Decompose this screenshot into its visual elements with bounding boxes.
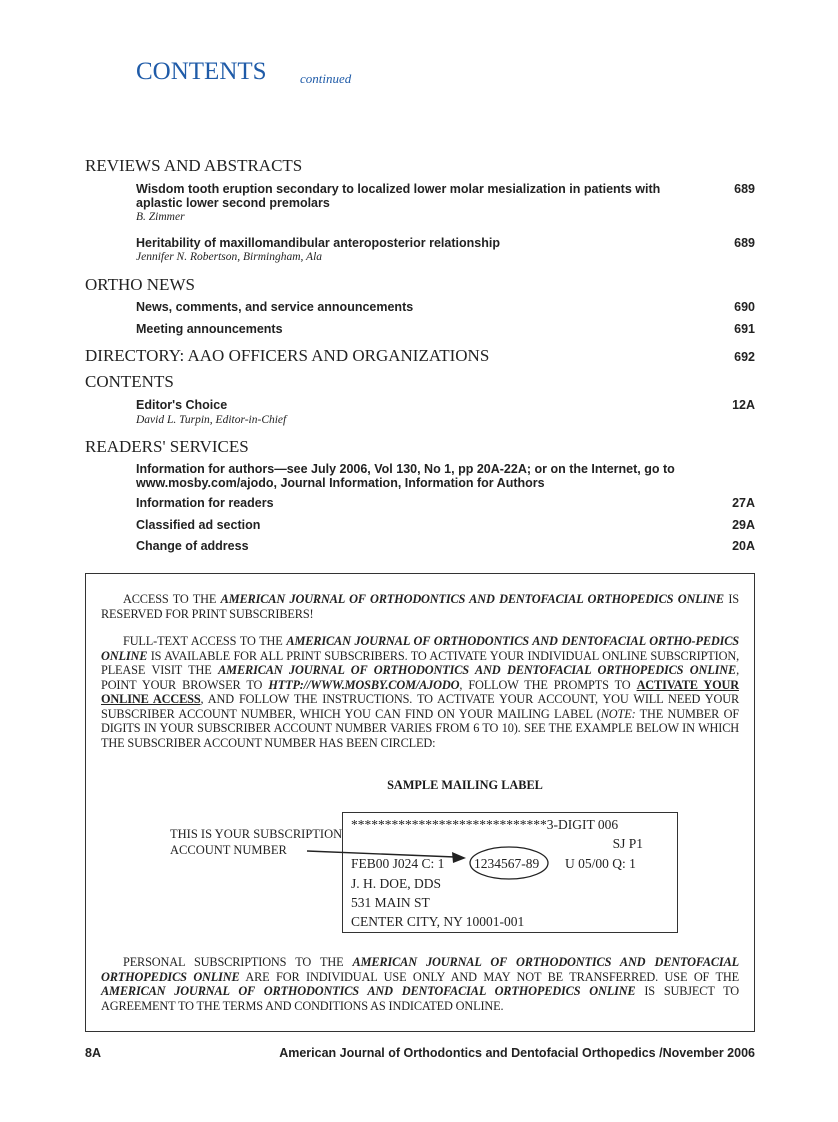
toc-entry-author: David L. Turpin, Editor-in-Chief xyxy=(136,414,287,426)
toc-entry-page: 691 xyxy=(734,322,755,336)
journal-url-link[interactable]: HTTP://WWW.MOSBY.COM/AJODO xyxy=(268,677,460,692)
toc-entry-page: 689 xyxy=(734,182,755,196)
notice-paragraph-3 xyxy=(101,955,739,1013)
text: IS RESERVED FOR PRINT SUBSCRIBERS! xyxy=(101,592,739,621)
label-line-1: *****************************3-DIGIT 006 xyxy=(351,817,619,832)
label-line-2: SJ P1 xyxy=(612,836,643,851)
note-label: NOTE: xyxy=(600,706,636,721)
toc-entry-page: 689 xyxy=(734,236,755,250)
sample-label-heading: SAMPLE MAILING LABEL xyxy=(387,778,543,792)
footer-page-number: 8A xyxy=(85,1046,101,1060)
section-heading-directory[interactable]: DIRECTORY: AAO OFFICERS AND ORGANIZATIONS xyxy=(85,346,490,365)
text: , FOLLOW THE PROMPTS TO xyxy=(459,677,637,692)
account-number: 1234567-89 xyxy=(474,856,540,871)
toc-entry-title[interactable]: Editor's Choice xyxy=(136,398,228,412)
toc-entry-title[interactable]: Information for authors—see July 2006, Vol 130, No 1, pp 20A-22A; or on the Internet, go to www.mosby.com/ajodo, Journal Information, Information for Authors xyxy=(136,462,675,490)
toc-entry-title[interactable]: Change of address xyxy=(136,539,249,553)
section-heading-readers-services: READERS' SERVICES xyxy=(85,437,249,456)
toc-entry-page: 29A xyxy=(732,518,755,532)
section-heading-contents: CONTENTS xyxy=(85,372,174,391)
label-line-3-suffix: U 05/00 Q: 1 xyxy=(565,856,636,871)
journal-name: AMERICAN JOURNAL OF ORTHODONTICS AND DENTOFACIAL ORTHOPEDICS ONLINE xyxy=(101,955,739,984)
toc-entry-title[interactable]: Wisdom tooth eruption secondary to localized lower molar mesialization in patients with aplastic lower second premolars xyxy=(136,182,661,210)
text: THE NUMBER OF DIGITS IN YOUR SUBSCRIBER ACCOUNT NUMBER VARIES FROM 6 TO 10). SEE THE EXAMPLE BELOW IN WHICH THE SUBSCRIBER ACCOUNT NUMBER HAS BEEN CIRCLED: xyxy=(101,706,740,750)
activate-online-access-link[interactable]: ACTIVATE YOUR ONLINE ACCESS xyxy=(101,677,740,706)
toc-entry-page: 12A xyxy=(732,398,755,412)
text: , AND FOLLOW THE INSTRUCTIONS. TO ACTIVATE YOUR ACCOUNT, YOU WILL NEED YOUR SUBSCRIBER ACCOUNT NUMBER, WHICH YOU CAN FIND ON YOUR MAILING LABEL ( xyxy=(101,692,739,721)
journal-name: AMERICAN JOURNAL OF ORTHODONTICS AND DENTOFACIAL ORTHOPEDICS ONLINE xyxy=(218,663,737,677)
toc-entry-page: 690 xyxy=(734,300,755,314)
label-city: CENTER CITY, NY 10001-001 xyxy=(351,914,525,929)
arrow-icon xyxy=(307,851,466,863)
text: IS SUBJECT TO AGREEMENT TO THE TERMS AND CONDITIONS AS INDICATED ONLINE. xyxy=(101,984,739,1013)
text: , POINT YOUR BROWSER TO xyxy=(101,663,739,692)
footer-journal: American Journal of Orthodontics and Dentofacial Orthopedics /November 2006 xyxy=(279,1046,755,1060)
toc-entry-title[interactable]: News, comments, and service announcements xyxy=(136,300,414,314)
toc-entry-page: 27A xyxy=(732,496,755,510)
section-heading-reviews: REVIEWS AND ABSTRACTS xyxy=(85,156,303,175)
label-street: 531 MAIN ST xyxy=(351,895,430,910)
toc-entry-page: 20A xyxy=(732,539,755,553)
page-subtitle: continued xyxy=(300,71,352,86)
journal-name: AMERICAN JOURNAL OF ORTHODONTICS AND DENTOFACIAL ORTHO-PEDICS ONLINE xyxy=(101,634,739,663)
text: ARE FOR INDIVIDUAL USE ONLY AND MAY NOT BE TRANSFERRED. USE OF THE xyxy=(239,969,739,984)
label-line-3-prefix: FEB00 J024 C: 1 xyxy=(351,856,445,871)
section-heading-ortho-news: ORTHO NEWS xyxy=(85,275,195,294)
page-title: CONTENTS xyxy=(136,58,267,85)
toc-entry-author: B. Zimmer xyxy=(136,211,185,223)
text: IS AVAILABLE FOR ALL PRINT SUBSCRIBERS. TO ACTIVATE YOUR INDIVIDUAL ONLINE SUBSCRIPTION, PLEASE VISIT THE xyxy=(101,648,739,677)
toc-entry-title[interactable]: Classified ad section xyxy=(136,518,261,532)
text: ACCESS TO THE xyxy=(123,592,221,606)
toc-entry-page: 692 xyxy=(734,350,755,364)
text: PERSONAL SUBSCRIPTIONS TO THE xyxy=(123,955,353,969)
toc-entry-title[interactable]: Information for readers xyxy=(136,496,274,510)
journal-name: AMERICAN JOURNAL OF ORTHODONTICS AND DENTOFACIAL ORTHOPEDICS ONLINE xyxy=(101,984,636,998)
toc-entry-title[interactable]: Meeting announcements xyxy=(136,322,283,336)
callout-line: ACCOUNT NUMBER xyxy=(170,843,287,857)
account-circle xyxy=(470,847,548,879)
journal-name: AMERICAN JOURNAL OF ORTHODONTICS AND DENTOFACIAL ORTHOPEDICS ONLINE xyxy=(220,592,724,606)
text: FULL-TEXT ACCESS TO THE xyxy=(123,634,287,648)
toc-entry-title[interactable]: Heritability of maxillomandibular anteroposterior relationship xyxy=(136,236,500,250)
label-name: J. H. DOE, DDS xyxy=(351,876,442,891)
callout-line: THIS IS YOUR SUBSCRIPTION xyxy=(170,827,343,841)
toc-entry-author: Jennifer N. Robertson, Birmingham, Ala xyxy=(136,251,323,263)
